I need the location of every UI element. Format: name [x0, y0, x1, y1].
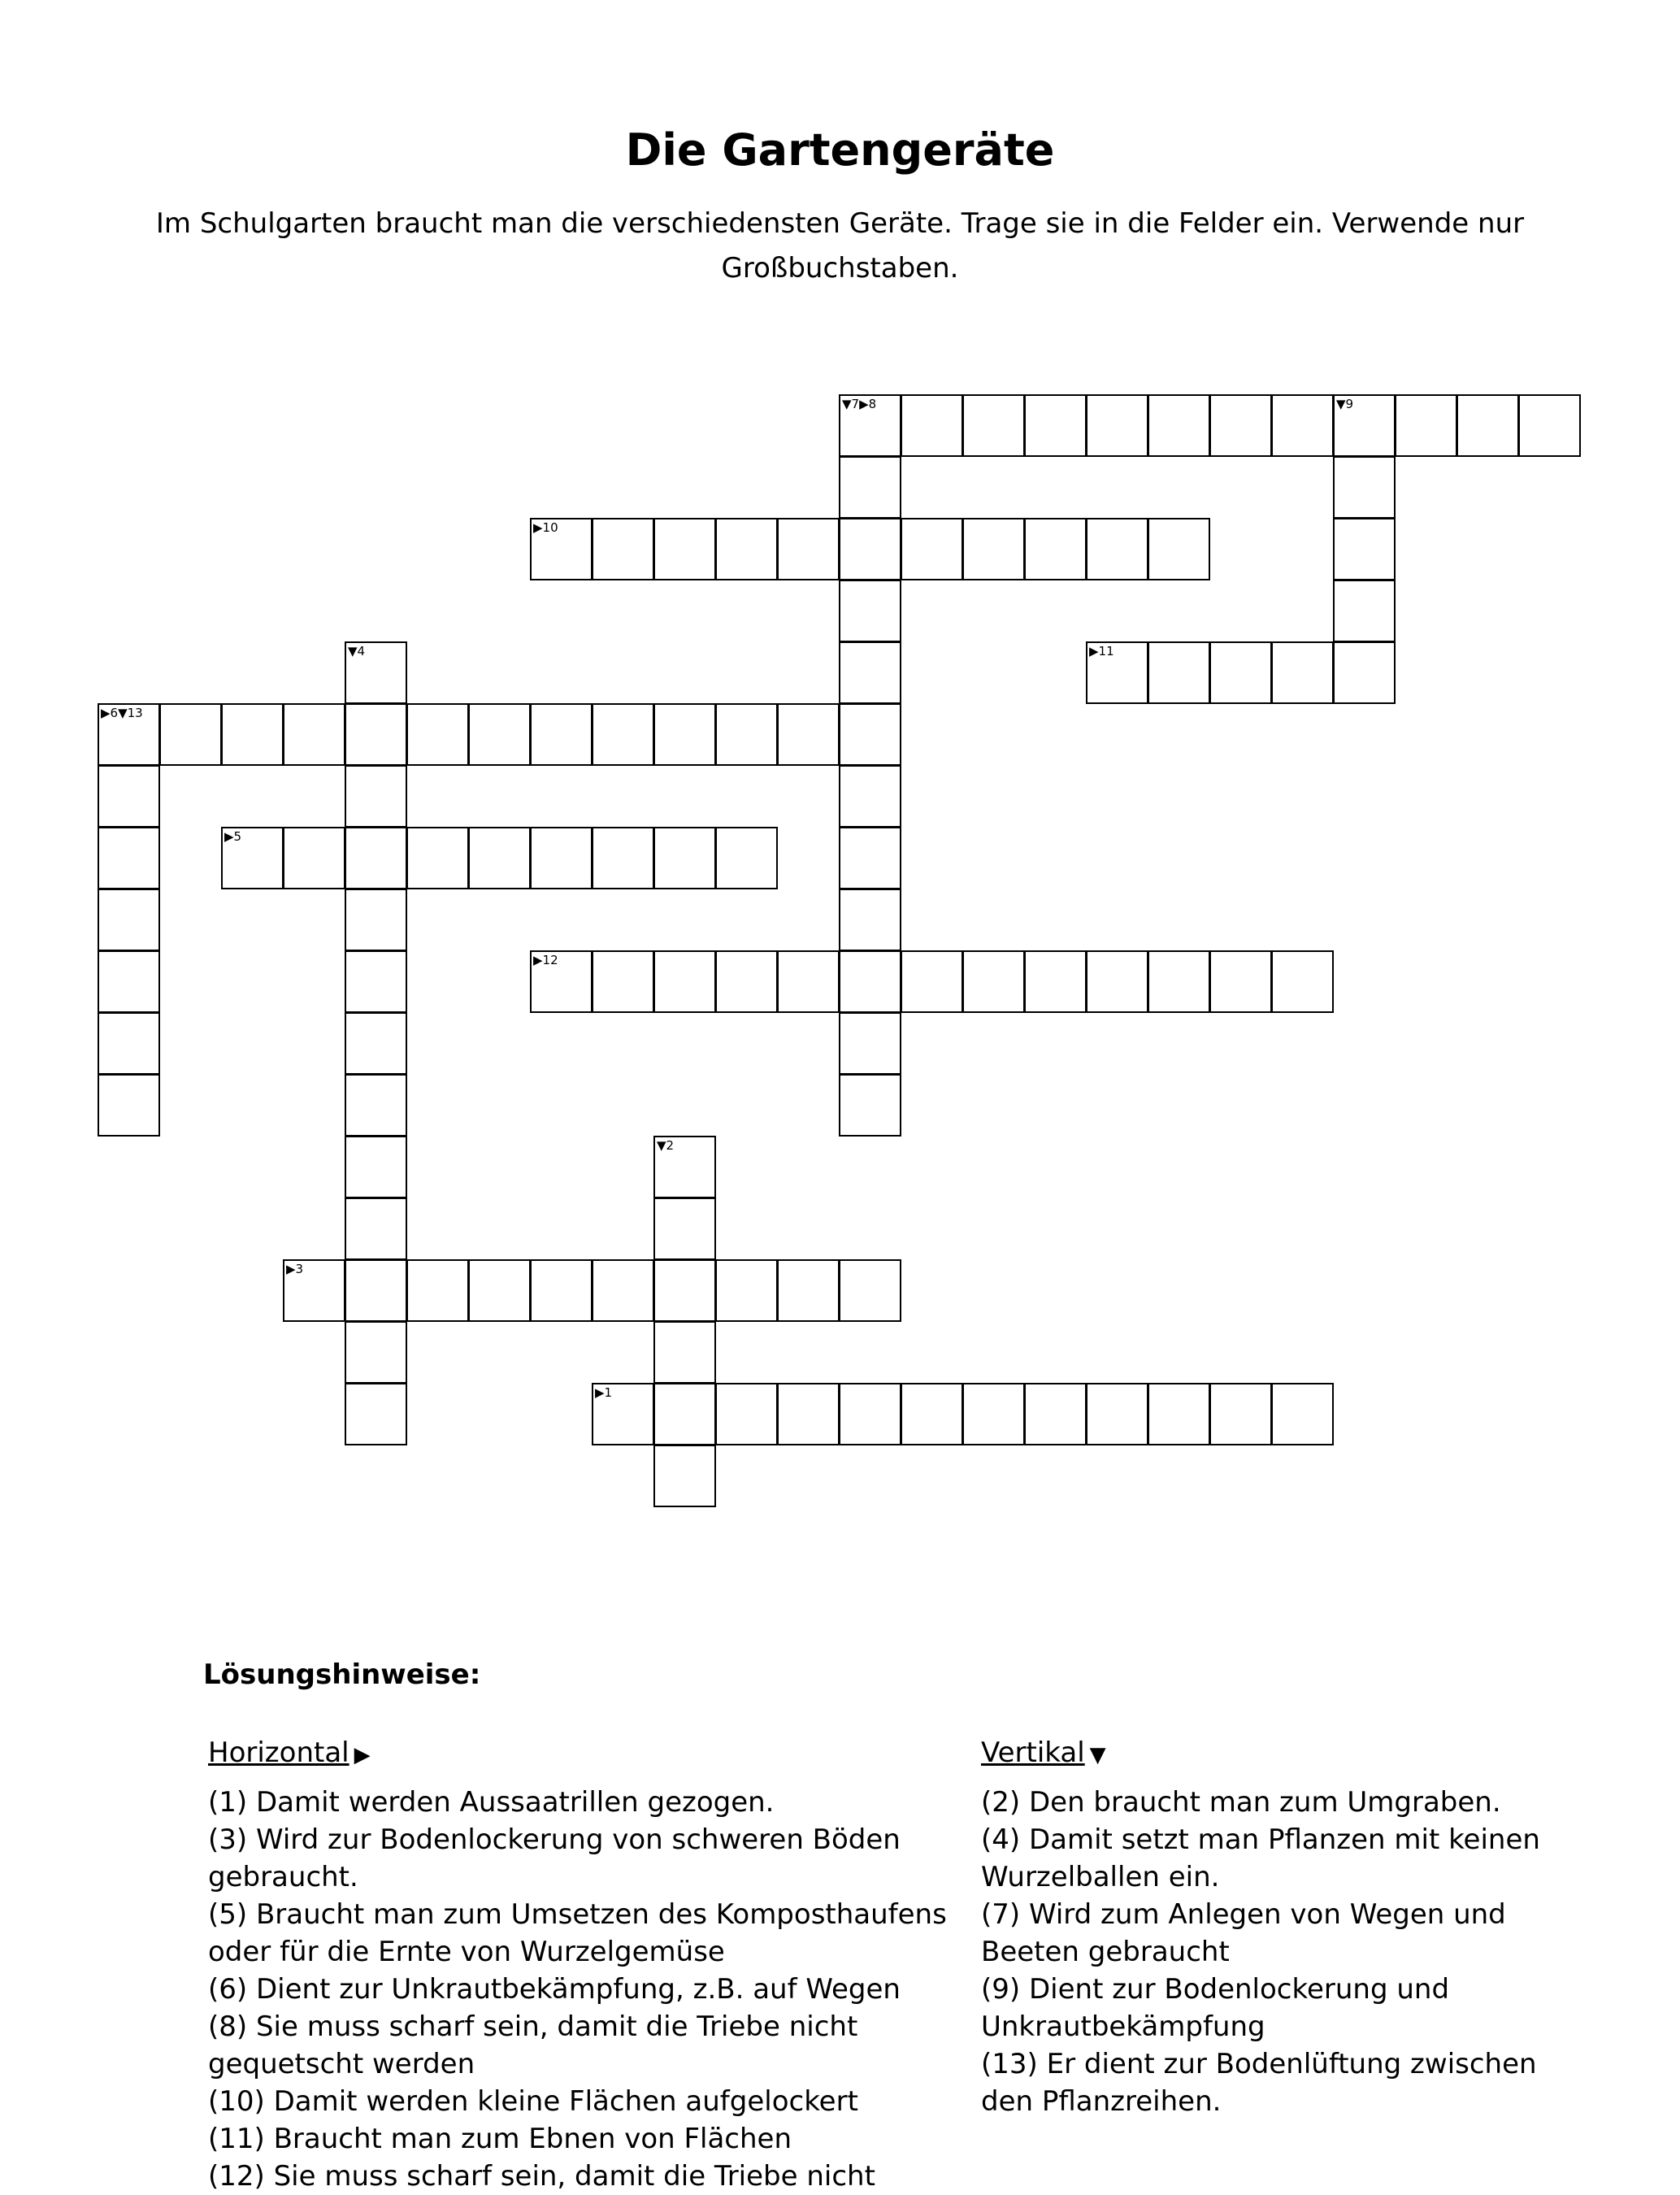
grid-cell[interactable]: [653, 950, 716, 1013]
grid-cell[interactable]: [653, 703, 716, 766]
clue-number-5: ▶5: [224, 829, 242, 844]
grid-cell[interactable]: [962, 394, 1025, 457]
grid-cell[interactable]: [468, 703, 531, 766]
clue-v13: (13) Er dient zur Bodenlüftung zwischen den Pflanzreihen.: [981, 2048, 1537, 2118]
grid-cell[interactable]: [592, 518, 654, 580]
grid-cell[interactable]: [962, 950, 1025, 1013]
grid-cell[interactable]: [1333, 580, 1396, 642]
grid-cell[interactable]: [1024, 950, 1087, 1013]
grid-cell[interactable]: [1333, 641, 1396, 704]
grid-cell[interactable]: [159, 703, 222, 766]
grid-cell[interactable]: [592, 827, 654, 889]
grid-cell[interactable]: [653, 1259, 716, 1322]
page-title: Die Gartengeräte: [625, 124, 1055, 176]
grid-cell[interactable]: [839, 765, 901, 828]
grid-cell[interactable]: [715, 1259, 778, 1322]
intro-text: Im Schulgarten braucht man die verschiedensten Geräte. Trage sie in die Felder ein. Verwende nur Großbuchstaben.: [155, 207, 1525, 285]
grid-cell[interactable]: [1209, 394, 1272, 457]
grid-cell[interactable]: [901, 1383, 963, 1445]
grid-cell[interactable]: [345, 703, 407, 766]
clue-v9: (9) Dient zur Bodenlockerung und Unkrautbekämpfung: [981, 1973, 1450, 2043]
clue-number-10: ▶10: [533, 520, 558, 535]
vertical-heading: [981, 1734, 1582, 1774]
clue-number-9: ▼9: [1336, 397, 1354, 411]
clue-number-4: ▼4: [348, 644, 366, 658]
grid-cell[interactable]: [592, 950, 654, 1013]
grid-cell[interactable]: [653, 1383, 716, 1445]
grid-cell[interactable]: [901, 950, 963, 1013]
grid-cell[interactable]: [98, 1074, 160, 1137]
grid-cell[interactable]: [653, 1321, 716, 1384]
grid-cell[interactable]: [901, 518, 963, 580]
clue-h6: (6) Dient zur Unkrautbekämpfung, z.B. auf Wegen: [208, 1973, 901, 2006]
grid-cell[interactable]: [406, 703, 469, 766]
grid-cell[interactable]: [221, 703, 284, 766]
grid-cell[interactable]: [1209, 641, 1272, 704]
clue-number-11: ▶11: [1089, 644, 1114, 658]
grid-cell[interactable]: [283, 703, 345, 766]
grid-cell[interactable]: [1333, 456, 1396, 519]
grid-cell[interactable]: [345, 1383, 407, 1445]
grid-cell[interactable]: [530, 703, 593, 766]
grid-cell[interactable]: [98, 889, 160, 951]
grid-cell[interactable]: [962, 1383, 1025, 1445]
grid-cell[interactable]: [839, 1259, 901, 1322]
grid-cell[interactable]: [839, 580, 901, 642]
grid-cell[interactable]: [530, 1259, 593, 1322]
clue-h5: (5) Braucht man zum Umsetzen des Komposthaufens oder für die Ernte von Wurzelgemüse: [208, 1898, 947, 1968]
clue-v4: (4) Damit setzt man Pflanzen mit keinen Wurzelballen ein.: [981, 1823, 1540, 1893]
clue-h11: (11) Braucht man zum Ebnen von Flächen: [208, 2123, 792, 2155]
clue-number-78: ▼7▶8: [842, 397, 877, 411]
grid-cell[interactable]: [839, 641, 901, 704]
grid-cell[interactable]: [1086, 518, 1148, 580]
grid-cell[interactable]: [345, 827, 407, 889]
grid-cell[interactable]: [777, 950, 840, 1013]
clue-number-2: ▼2: [657, 1138, 675, 1153]
horizontal-clues: [208, 1734, 964, 2195]
clue-number-3: ▶3: [286, 1262, 304, 1276]
grid-cell[interactable]: [468, 827, 531, 889]
clue-h3: (3) Wird zur Bodenlockerung von schweren Böden gebraucht.: [208, 1823, 901, 1893]
clue-h1: (1) Damit werden Aussaatrillen gezogen.: [208, 1786, 775, 1819]
clue-v7: (7) Wird zum Anlegen von Wegen und Beeten gebraucht: [981, 1898, 1506, 1968]
grid-cell[interactable]: [1271, 950, 1334, 1013]
grid-cell[interactable]: [777, 703, 840, 766]
clue-h8: (8) Sie muss scharf sein, damit die Triebe nicht gequetscht werden: [208, 2010, 858, 2080]
grid-cell[interactable]: [345, 765, 407, 828]
horizontal-heading-label: Horizontal: [208, 1736, 349, 1769]
grid-cell[interactable]: [98, 827, 160, 889]
grid-cell[interactable]: [839, 950, 901, 1013]
grid-cell[interactable]: [406, 827, 469, 889]
grid-cell[interactable]: [901, 394, 963, 457]
clue-h12: (12) Sie muss scharf sein, damit die Triebe nicht: [208, 2160, 875, 2193]
grid-cell[interactable]: [345, 889, 407, 951]
grid-cell[interactable]: [345, 950, 407, 1013]
clue-v2: (2) Den braucht man zum Umgraben.: [981, 1786, 1501, 1819]
grid-cell[interactable]: [1148, 394, 1210, 457]
grid-cell[interactable]: [1148, 950, 1210, 1013]
right-arrow-icon: ▶: [354, 1743, 371, 1767]
grid-cell[interactable]: [345, 1321, 407, 1384]
grid-cell[interactable]: [1518, 394, 1581, 457]
grid-cell[interactable]: [468, 1259, 531, 1322]
grid-cell[interactable]: [1086, 394, 1148, 457]
grid-cell[interactable]: [530, 827, 593, 889]
grid-cell[interactable]: [839, 456, 901, 519]
clue-h10: (10) Damit werden kleine Flächen aufgelockert: [208, 2085, 858, 2118]
grid-cell[interactable]: [1395, 394, 1457, 457]
grid-cell[interactable]: [1024, 518, 1087, 580]
down-arrow-icon: ▼: [1089, 1743, 1106, 1767]
grid-cell[interactable]: [1024, 394, 1087, 457]
grid-cell[interactable]: [345, 1136, 407, 1198]
grid-cell[interactable]: [1209, 1383, 1272, 1445]
grid-cell[interactable]: [1271, 394, 1334, 457]
grid-cell[interactable]: [777, 1259, 840, 1322]
clues-heading: Lösungshinweise:: [203, 1658, 481, 1691]
clue-number-12: ▶12: [533, 953, 558, 967]
grid-cell[interactable]: [839, 703, 901, 766]
grid-cell[interactable]: [406, 1259, 469, 1322]
grid-cell[interactable]: [715, 950, 778, 1013]
grid-cell[interactable]: [98, 765, 160, 828]
grid-cell[interactable]: [715, 1383, 778, 1445]
clue-number-613: ▶6▼13: [101, 706, 143, 720]
grid-cell[interactable]: [777, 1383, 840, 1445]
grid-cell[interactable]: [962, 518, 1025, 580]
grid-cell[interactable]: [715, 827, 778, 889]
grid-cell[interactable]: [1086, 950, 1148, 1013]
grid-cell[interactable]: [1086, 1383, 1148, 1445]
grid-cell[interactable]: [345, 1012, 407, 1075]
grid-cell[interactable]: [592, 703, 654, 766]
grid-cell[interactable]: [345, 1074, 407, 1137]
grid-cell[interactable]: [345, 1197, 407, 1260]
grid-cell[interactable]: [715, 703, 778, 766]
grid-cell[interactable]: [653, 1197, 716, 1260]
grid-cell[interactable]: [653, 1445, 716, 1507]
grid-cell[interactable]: [653, 827, 716, 889]
grid-cell[interactable]: [839, 1074, 901, 1137]
grid-cell[interactable]: [839, 889, 901, 951]
grid-cell[interactable]: [839, 1012, 901, 1075]
grid-cell[interactable]: [839, 1383, 901, 1445]
grid-cell[interactable]: [98, 950, 160, 1013]
vertical-clues: [981, 1734, 1582, 2120]
grid-cell[interactable]: [653, 518, 716, 580]
grid-cell[interactable]: [715, 518, 778, 580]
grid-cell[interactable]: [98, 1012, 160, 1075]
grid-cell[interactable]: [777, 518, 840, 580]
grid-cell[interactable]: [345, 1259, 407, 1322]
horizontal-heading: [208, 1734, 964, 1774]
grid-cell[interactable]: [839, 827, 901, 889]
grid-cell[interactable]: [1148, 641, 1210, 704]
grid-cell[interactable]: [592, 1259, 654, 1322]
grid-cell[interactable]: [1148, 518, 1210, 580]
clue-number-1: ▶1: [595, 1385, 613, 1400]
grid-cell[interactable]: [839, 518, 901, 580]
grid-cell[interactable]: [283, 827, 345, 889]
grid-cell[interactable]: [1333, 518, 1396, 580]
grid-cell[interactable]: [1209, 950, 1272, 1013]
grid-cell[interactable]: [1456, 394, 1519, 457]
grid-cell[interactable]: [1271, 641, 1334, 704]
vertical-heading-label: Vertikal: [981, 1736, 1085, 1769]
grid-cell[interactable]: [1024, 1383, 1087, 1445]
grid-cell[interactable]: [1148, 1383, 1210, 1445]
grid-cell[interactable]: [1271, 1383, 1334, 1445]
